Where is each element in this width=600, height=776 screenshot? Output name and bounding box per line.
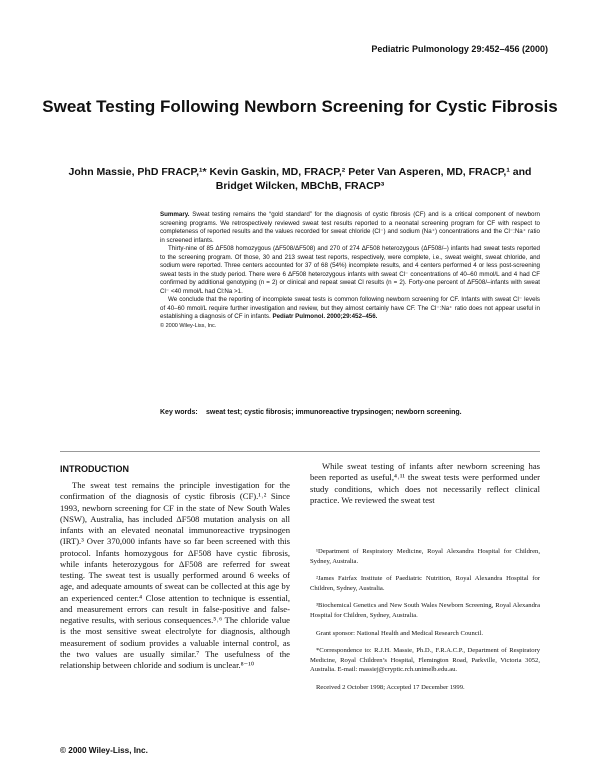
- footnote-received: Received 2 October 1998; Accepted 17 December 1999.: [316, 683, 465, 691]
- abstract-citation: Pediatr Pulmonol. 2000;29:452–456.: [272, 313, 378, 320]
- abstract-paragraph-3: [160, 296, 540, 322]
- footnote-affiliation-3: ³Biochemical Genetics and New South Wales Newborn Screening, Royal Alexandra Hospital for Children, Sydney, Australia.: [310, 602, 540, 619]
- author-list: John Massie, PhD FRACP,¹* Kevin Gaskin, MD, FRACP,² Peter Van Asperen, MD, FRACP,¹ and Bridget Wilcken, MBChB, FRACP³: [68, 166, 532, 192]
- abstract-copyright: © 2000 Wiley-Liss, Inc.: [160, 322, 217, 329]
- abstract: [160, 211, 540, 330]
- abstract-text-1: Sweat testing remains the “gold standard” for the diagnosis of cystic fibrosis (CF) and is a critical component of newborn screening programs. We retrospectively reviewed sweat test results reported to a neonatal screening program for CF with respect to completeness of reported results and the values recorded for sweat chloride (Cl⁻) and sodium (Na⁺) concentrations and the Cl⁻:Na⁺ ratio in screened infants.: [160, 211, 540, 244]
- abstract-text-3: We conclude that the reporting of incomplete sweat tests is common following newborn screening for CF. Infants with sweat Cl⁻ levels of 40–60 mmol/L require further investigation and review, but they almost certainly have CF. The Cl⁻:Na⁺ ratio does not appear useful in establishing a diagnosis of CF in infants.: [160, 296, 540, 320]
- right-column: [310, 461, 540, 506]
- footnote-affiliation-2: ²James Fairfax Institute of Paediatric Nutrition, Royal Alexandra Hospital for Children, Sydney, Australia.: [310, 575, 540, 592]
- section-divider: [60, 451, 540, 452]
- left-column: [60, 480, 290, 671]
- abstract-paragraph-2: Thirty-nine of 85 ΔF508 homozygous (ΔF508/ΔF508) and 270 of 274 ΔF508 heterozygous (ΔF508/–) infants had sweat tests reported to the screening program. Of those, 30 and 213 sweat test reports, respectively, were complete, i.e., sweat weight, sweat chloride, and sodium were reported. Three centers accounted for 37 of 68 (54%) incomplete results, and 4 centers performed 4 or less post-screening sweat tests in the study period. There were 6 ΔF508 heterozygous infants with sweat Cl⁻ concentrations of 40–60 mmol/L and 4 had CF confirmed by additional genotyping (n = 2) or clinical and repeat sweat Cl results (n = 2). Forty-one percent of ΔF508/–infants with sweat Cl⁻ <40 mmol/L had Cl:Na >1.: [160, 245, 540, 295]
- section-heading: INTRODUCTION: [60, 464, 129, 474]
- journal-citation: Pediatric Pulmonology 29:452–456 (2000): [371, 44, 548, 54]
- footnote-affiliation-1: ¹Department of Respiratory Medicine, Royal Alexandra Hospital for Children, Sydney, Australia.: [310, 548, 540, 565]
- abstract-paragraph-1: [160, 211, 540, 245]
- keywords-text: sweat test; cystic fibrosis; immunoreactive trypsinogen; newborn screening.: [206, 409, 462, 416]
- article-title: Sweat Testing Following Newborn Screening for Cystic Fibrosis: [42, 97, 558, 116]
- intro-paragraph-1: The sweat test remains the principle investigation for the confirmation of the diagnosis of cystic fibrosis (CF).¹˒² Since 1993, newborn screening for CF in the state of New South Wales (NSW), Australia, has included ΔF508 mutation analysis on all infants with an elevated neonatal immunoreactive trypsinogen (IRT).³ Over 370,000 infants have so far been screened with this protocol. Infants homozygous for ΔF508 have cystic fibrosis, while infants heterozygous for ΔF508 are referred for sweat testing. The sweat test is usually performed around 6 weeks of age, and adequate amounts of sweat can be collected at this age by an experienced center.⁴ Close attention to technique is essential, and measurement errors can result in false-positive and false-negative results, with serious consequences.⁵˒⁶ The chloride value is the most sensitive sweat electrolyte for diagnosis, although measurement of sodium provides a valuable internal control, as the two values are usually similar.⁷ The usefulness of the relationship between chloride and sodium is unclear.⁸⁻¹⁰: [60, 480, 290, 670]
- intro-paragraph-2: While sweat testing of infants after newborn screening has been reported as useful,⁴˒¹¹ the sweat tests were performed under study conditions, which does not necessarily reflect clinical practice. We reviewed the sweat test: [310, 461, 540, 505]
- abstract-label: Summary.: [160, 211, 190, 218]
- footnote-correspondence: *Correspondence to: R.J.H. Massie, Ph.D., F.R.A.C.P., Department of Respiratory Medicine, Royal Children’s Hospital, Flemington Road, Parkville, Victoria 3052, Australia. E-mail: massiej@cryptic.rch.unimelb.edu.au.: [310, 647, 540, 674]
- keywords: [160, 408, 540, 418]
- keywords-label: Key words:: [160, 409, 198, 416]
- footnotes: [310, 547, 540, 701]
- footnote-grant: Grant sponsor: National Health and Medical Research Council.: [316, 629, 483, 637]
- footer-copyright: © 2000 Wiley-Liss, Inc.: [60, 746, 148, 755]
